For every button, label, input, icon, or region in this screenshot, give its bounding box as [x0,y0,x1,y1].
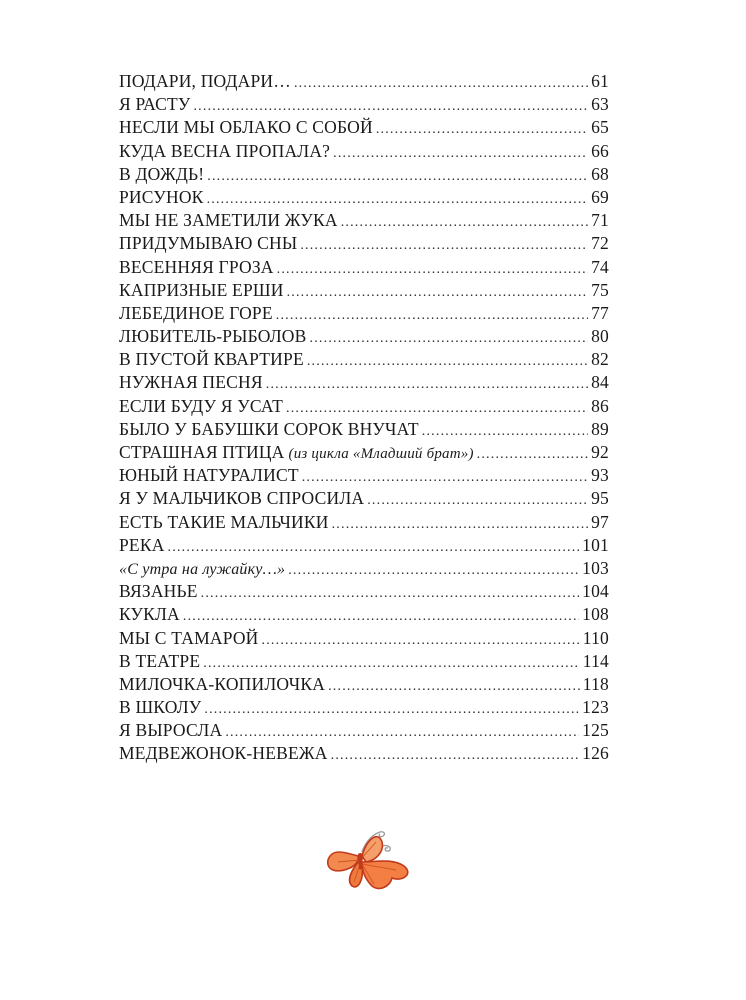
toc-entry [119,720,609,743]
toc-entry-title-text: НЕСЛИ МЫ ОБЛАКО С СОБОЙ [119,117,373,138]
toc-page-number: 126 [582,743,609,764]
toc-leader-dots [262,633,580,649]
toc-entry-title [119,257,274,278]
toc-entry-title-text: КАПРИЗНЫЕ ЕРШИ [119,279,284,300]
toc-leader-dots [203,656,580,672]
toc-entry-title [119,303,273,324]
toc-page-number: 74 [591,256,609,277]
toc-entry-title-text: Я У МАЛЬЧИКОВ СПРОСИЛА [119,488,365,509]
toc-leader-dots [333,146,588,162]
toc-entry [119,396,609,419]
toc-entry-title [119,442,474,463]
toc-entry [119,233,609,256]
toc-entry-title [119,210,338,231]
toc-page-number: 80 [591,326,609,347]
toc-entry [119,558,609,581]
toc-entry [119,604,609,627]
toc-entry-title-text: ЛЕБЕДИНОЕ ГОРЕ [119,302,273,323]
toc-entry-title [119,581,198,602]
toc-entry-title-text: «С утра на лужайку…» [119,560,286,578]
toc-page-number: 101 [582,534,609,555]
toc-entry-title [119,743,328,764]
toc-entry-title-text: РИСУНОК [119,186,204,207]
toc-entry [119,141,609,164]
toc-page-number: 95 [591,488,609,509]
toc-entry-title-text: КУДА ВЕСНА ПРОПАЛА? [119,140,331,161]
toc-page-number: 125 [582,720,609,741]
toc-entry-title [119,512,329,533]
toc-entry-title [119,651,200,672]
toc-entry [119,512,609,535]
toc-entry [119,164,609,187]
toc-page-number: 103 [582,557,609,578]
toc-page-number: 77 [591,302,609,323]
toc-entry-title [119,697,201,718]
toc-leader-dots [183,609,579,625]
toc-entry-title-text: БЫЛО У БАБУШКИ СОРОК ВНУЧАТ [119,418,419,439]
toc-entry-title-text: Я РАСТУ [119,94,191,115]
toc-entry [119,743,609,766]
toc-entry-title [119,396,283,417]
toc-page-number: 75 [591,279,609,300]
toc-leader-dots [168,540,580,556]
toc-page-number: 93 [591,465,609,486]
toc-entry-title-text: ВЯЗАНЬЕ [119,581,198,602]
toc-entry-title [119,561,285,579]
toc-entry-title-text: ЕСЛИ БУДУ Я УСАТ [119,395,284,416]
toc-leader-dots [302,470,588,486]
toc-leader-dots [207,169,588,185]
toc-entry [119,349,609,372]
toc-entry-title-text: ЕСТЬ ТАКИЕ МАЛЬЧИКИ [119,511,329,532]
toc-leader-dots [286,401,588,417]
toc-entry [119,326,609,349]
table-of-contents [119,71,609,767]
toc-leader-dots [276,308,588,324]
toc-entry-title [119,326,307,347]
toc-leader-dots [422,424,588,440]
toc-leader-dots [204,702,579,718]
toc-entry-subtitle: (из цикла «Младший брат») [288,446,474,462]
toc-page-number: 61 [591,71,609,91]
toc-leader-dots [294,76,588,92]
toc-entry-title-text: Я ВЫРОСЛА [119,720,223,741]
toc-entry [119,535,609,558]
toc-page-number: 118 [582,673,609,694]
toc-entry-title [119,674,325,695]
toc-page-number: 114 [582,650,609,671]
toc-entry-title [119,164,204,185]
toc-entry-title-text: МЕДВЕЖОНОК-НЕВЕЖА [119,743,328,764]
toc-entry-title [119,349,304,370]
toc-entry-title [119,372,263,393]
toc-entry [119,442,609,465]
toc-entry-title [119,233,297,254]
toc-entry-title-text: МЫ С ТАМАРОЙ [119,627,259,648]
toc-entry [119,257,609,280]
toc-entry [119,628,609,651]
toc-page-number: 63 [591,94,609,115]
toc-page-number: 89 [591,418,609,439]
toc-entry [119,419,609,442]
toc-page-number: 82 [591,349,609,370]
toc-page-number: 68 [591,163,609,184]
toc-entry-title [119,604,180,625]
toc-leader-dots [201,586,579,602]
toc-leader-dots [225,725,579,741]
toc-entry [119,488,609,511]
toc-entry [119,94,609,117]
toc-entry-title [119,141,330,162]
toc-entry [119,581,609,604]
toc-page-number: 110 [582,627,609,648]
toc-entry [119,187,609,210]
toc-entry [119,71,609,94]
toc-leader-dots [332,517,589,533]
toc-page-number: 108 [582,604,609,625]
toc-entry-title [119,117,373,138]
toc-leader-dots [477,447,588,463]
toc-entry-title-text: МЫ НЕ ЗАМЕТИЛИ ЖУКА [119,210,338,231]
toc-entry [119,674,609,697]
toc-leader-dots [207,192,589,208]
toc-leader-dots [277,262,588,278]
toc-page-number: 72 [591,233,609,254]
toc-page-number: 65 [591,117,609,138]
toc-entry-title [119,488,364,509]
toc-entry-title-text: ПОДАРИ, ПОДАРИ… [119,71,291,91]
toc-page-number: 71 [591,210,609,231]
toc-leader-dots [376,122,588,138]
butterfly-icon [322,822,422,894]
toc-page-number: 86 [591,395,609,416]
toc-entry-title-text: В ШКОЛУ [119,697,202,718]
toc-entry-title [119,280,284,301]
toc-leader-dots [367,493,588,509]
toc-entry-title-text: В ТЕАТРЕ [119,650,201,671]
toc-entry [119,280,609,303]
toc-leader-dots [300,238,588,254]
toc-entry [119,651,609,674]
toc-leader-dots [331,748,580,764]
toc-entry-title [119,720,222,741]
toc-entry-title-text: ЛЮБИТЕЛЬ-РЫБОЛОВ [119,326,307,347]
toc-entry-title [119,71,291,92]
toc-page-number: 92 [591,442,609,462]
toc-entry-title-text: В ПУСТОЙ КВАРТИРЕ [119,349,304,370]
toc-entry-title [119,535,165,556]
toc-page-number: 66 [591,140,609,161]
toc-entry [119,117,609,140]
toc-entry-title-text: В ДОЖДЬ! [119,163,205,184]
toc-leader-dots [328,679,580,695]
toc-entry-title-text: ПРИДУМЫВАЮ СНЫ [119,233,298,254]
toc-leader-dots [341,215,588,231]
toc-page-number: 69 [591,186,609,207]
toc-entry [119,303,609,326]
toc-page-number: 104 [582,581,609,602]
toc-entry [119,697,609,720]
toc-leader-dots [310,331,589,347]
toc-entry [119,210,609,233]
toc-leader-dots [193,99,588,115]
toc-entry [119,465,609,488]
toc-entry-title [119,465,299,486]
toc-entry-title [119,628,259,649]
toc-entry-title-text: КУКЛА [119,604,180,625]
toc-entry-title [119,187,204,208]
toc-entry-title-text: ЮНЫЙ НАТУРАЛИСТ [119,465,299,486]
toc-entry-title-text: РЕКА [119,534,165,555]
toc-leader-dots [266,377,588,393]
toc-page-number: 97 [591,511,609,532]
toc-entry-title-text: ВЕСЕННЯЯ ГРОЗА [119,256,274,277]
toc-leader-dots [287,285,589,301]
toc-page-number: 123 [582,697,609,718]
toc-entry-title [119,94,190,115]
toc-entry-title [119,419,419,440]
toc-entry [119,372,609,395]
toc-entry-title-text: НУЖНАЯ ПЕСНЯ [119,372,263,393]
toc-leader-dots [307,354,588,370]
toc-page-number: 84 [591,372,609,393]
toc-leader-dots [288,563,579,579]
toc-entry-title-text: МИЛОЧКА-КОПИЛОЧКА [119,673,326,694]
toc-entry-title-text: СТРАШНАЯ ПТИЦА [119,442,285,462]
